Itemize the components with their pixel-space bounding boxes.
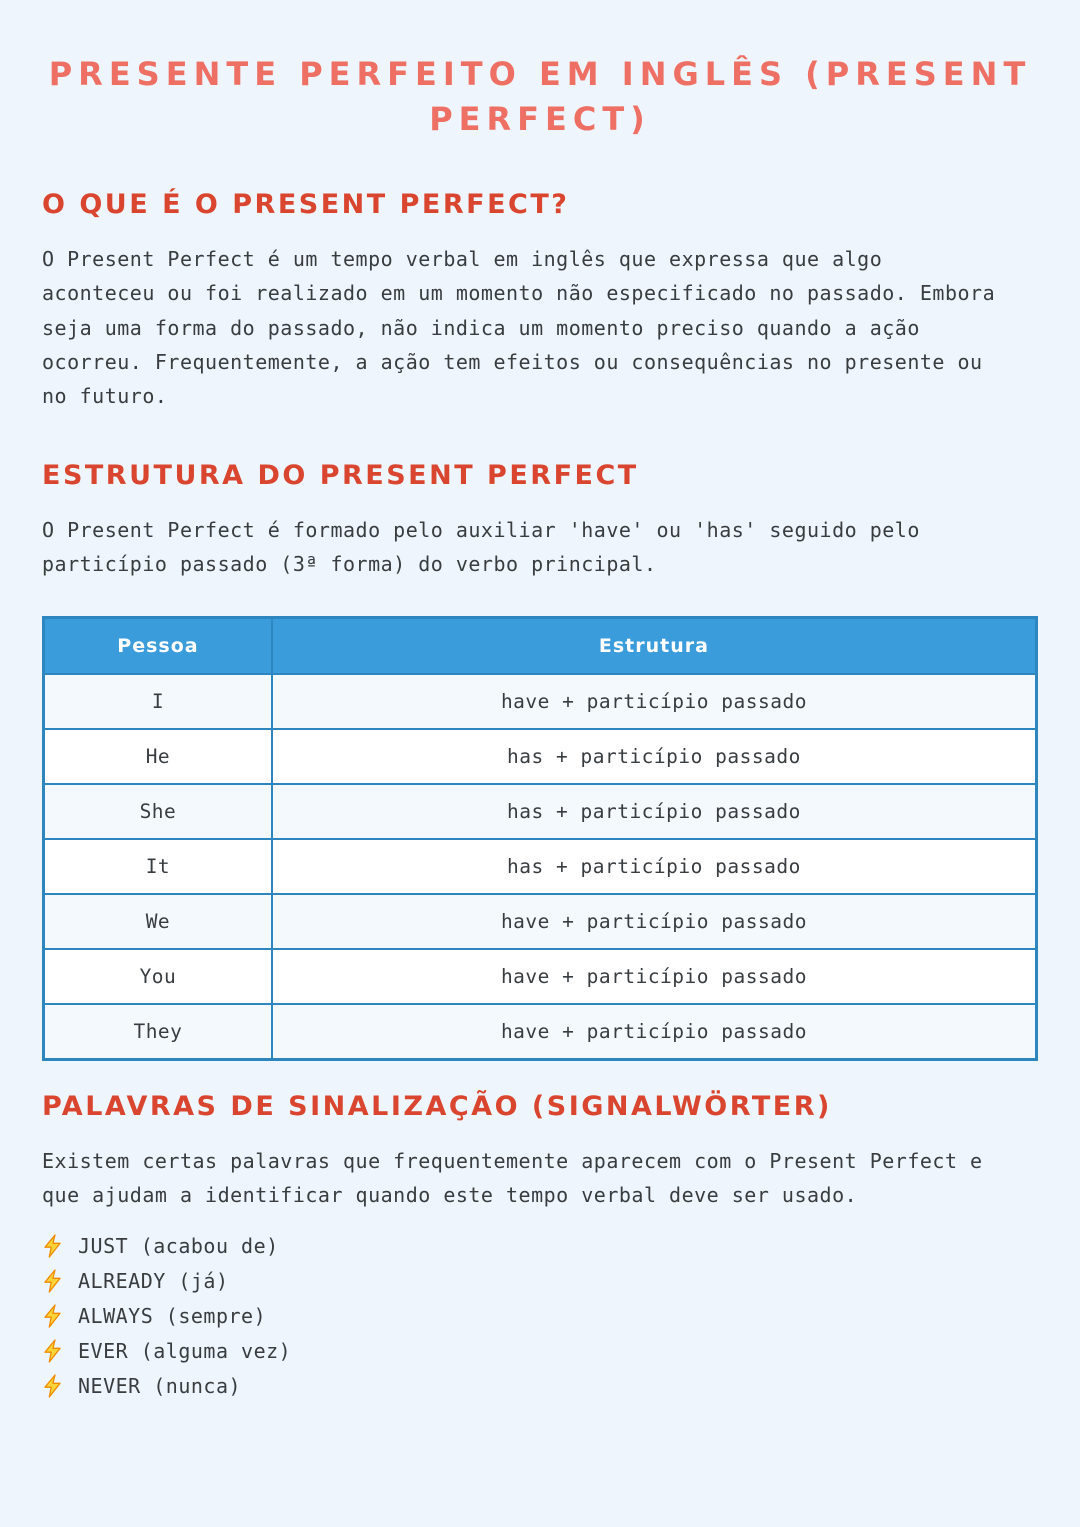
paragraph-signal-words: Existem certas palavras que frequentemente aparecem com o Present Perfect e que ajudam a identificar quando este tempo verbal deve ser usado. (42, 1148, 983, 1207)
structure-table (42, 616, 1038, 1061)
table-header-row (44, 617, 1037, 674)
paragraph-structure: O Present Perfect é formado pelo auxiliar 'have' ou 'has' seguido pelo particípio passado (3ª forma) do verbo principal. (42, 517, 920, 577)
person-cell: I (44, 674, 272, 729)
list-item (42, 1298, 1038, 1333)
list-item (42, 1333, 1038, 1368)
signal-word-label: NEVER (nunca) (78, 1373, 242, 1398)
lightning-bolt-icon (42, 1269, 63, 1293)
structure-cell: has + particípio passado (272, 839, 1037, 894)
table-row (44, 784, 1037, 839)
structure-cell: have + particípio passado (272, 1004, 1037, 1060)
lightning-bolt-icon (42, 1234, 63, 1258)
structure-cell: have + particípio passado (272, 894, 1037, 949)
list-item (42, 1263, 1038, 1298)
person-cell: They (44, 1004, 272, 1060)
person-cell: She (44, 784, 272, 839)
structure-cell: have + particípio passado (272, 674, 1037, 729)
table-header-structure: Estrutura (272, 617, 1037, 674)
table-row (44, 949, 1037, 1004)
section-heading-what-is: O QUE É O PRESENT PERFECT? (42, 188, 570, 220)
table-header-person: Pessoa (44, 617, 272, 674)
structure-cell: has + particípio passado (272, 784, 1037, 839)
page-title: PRESENTE PERFEITO EM INGLÊS (PRESENT PERFECT) (48, 55, 1032, 139)
section-heading-structure: ESTRUTURA DO PRESENT PERFECT (42, 459, 639, 491)
person-cell: He (44, 729, 272, 784)
signal-word-label: ALWAYS (sempre) (78, 1303, 267, 1328)
person-cell: You (44, 949, 272, 1004)
table-row (44, 674, 1037, 729)
table-row (44, 839, 1037, 894)
person-cell: We (44, 894, 272, 949)
signal-word-label: ALREADY (já) (78, 1268, 229, 1293)
section-heading-signal-words: PALAVRAS DE SINALIZAÇÃO (SIGNALWÖRTER) (42, 1090, 832, 1122)
signal-words-list (42, 1228, 1038, 1403)
table-row (44, 894, 1037, 949)
document-page (0, 52, 1080, 1527)
paragraph-what-is: O Present Perfect é um tempo verbal em inglês que expressa que algo aconteceu ou foi realizado em um momento não especificado no passado. Embora seja uma forma do passado, não indica um momento preciso quando a ação ocorreu. Frequentemente, a ação tem efeitos ou consequências no presente ou no futuro. (42, 246, 996, 409)
lightning-bolt-icon (42, 1374, 63, 1398)
structure-cell: has + particípio passado (272, 729, 1037, 784)
signal-word-label: EVER (alguma vez) (78, 1338, 292, 1363)
structure-cell: have + particípio passado (272, 949, 1037, 1004)
table-row (44, 729, 1037, 784)
lightning-bolt-icon (42, 1339, 63, 1363)
list-item (42, 1228, 1038, 1263)
lightning-bolt-icon (42, 1304, 63, 1328)
person-cell: It (44, 839, 272, 894)
signal-word-label: JUST (acabou de) (78, 1233, 279, 1258)
list-item (42, 1368, 1038, 1403)
table-row (44, 1004, 1037, 1060)
